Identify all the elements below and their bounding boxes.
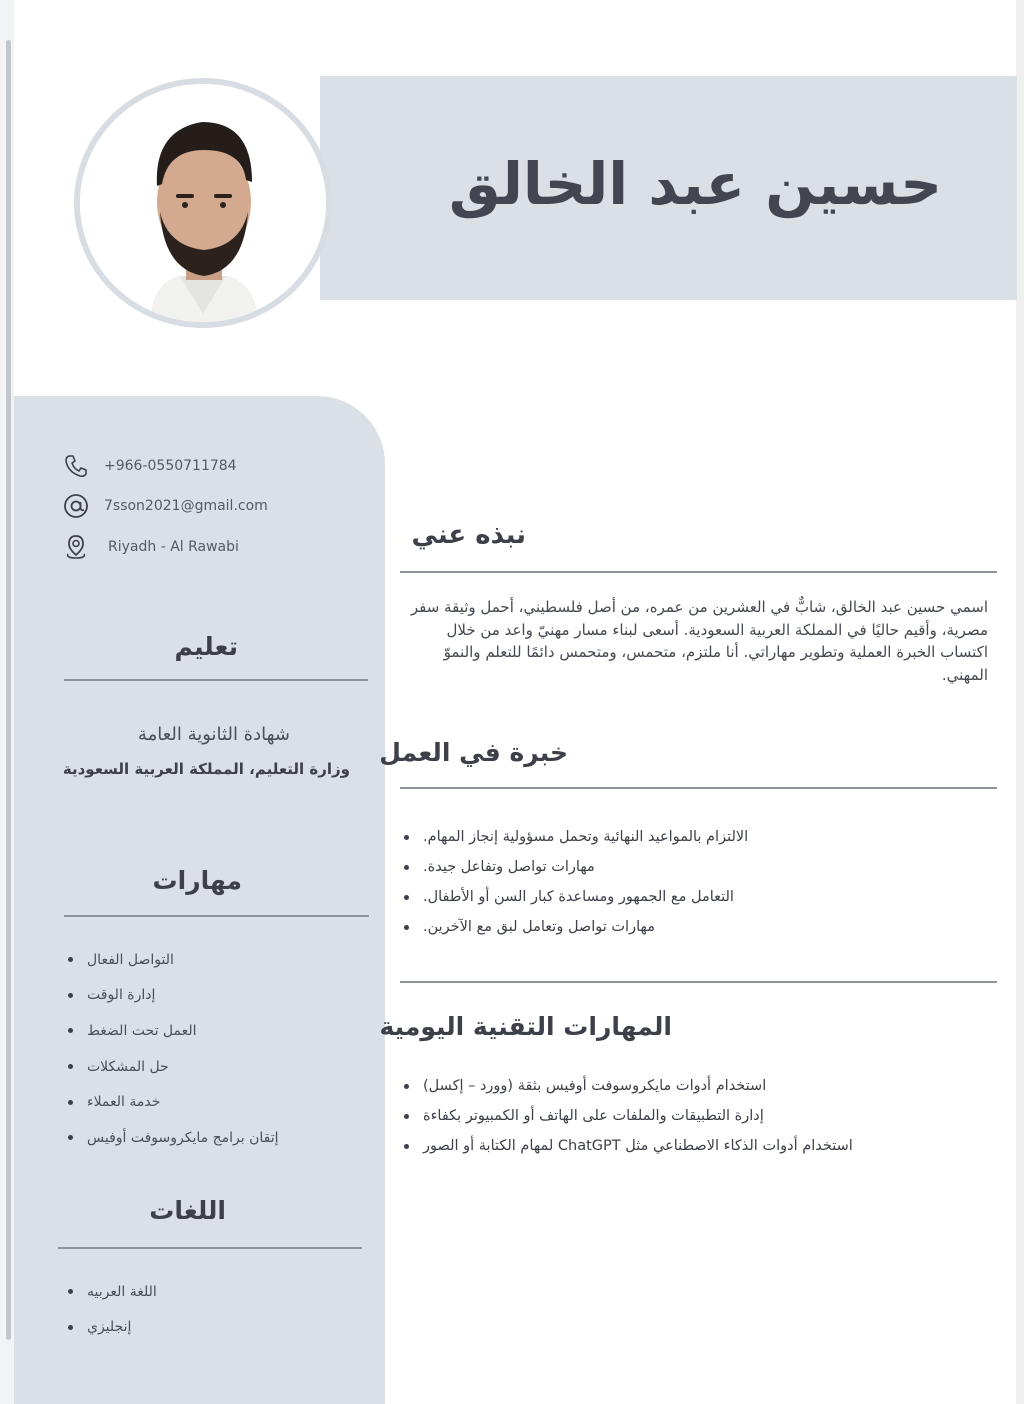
education-title: تعليم [174, 632, 238, 661]
phone-text: +966-0550711784 [104, 458, 237, 474]
skills-list [68, 942, 279, 1156]
list-item: التواصل الفعال [68, 942, 279, 978]
location-text: Riyadh - Al Rawabi [108, 539, 239, 555]
list-item: استخدام أدوات مايكروسوفت أوفيس بثقة (وورد – إكسل) [404, 1071, 853, 1101]
scrollbar-thumb[interactable] [6, 40, 11, 1340]
list-item: خدمة العملاء [68, 1084, 279, 1120]
tech-skills-title: المهارات التقنية اليومية [379, 1012, 672, 1041]
list-item: إتقان برامج مايكروسوفت أوفيس [68, 1120, 279, 1156]
languages-list [68, 1274, 157, 1345]
list-item: التعامل مع الجمهور ومساعدة كبار السن أو الأطفال. [404, 882, 748, 912]
page-right-edge [1016, 0, 1024, 1404]
list-item: إدارة التطبيقات والملفات على الهاتف أو الكمبيوتر بكفاءة [404, 1101, 853, 1131]
profile-avatar-icon [80, 84, 326, 322]
contact-location [62, 534, 239, 560]
experience-title: خبرة في العمل [379, 738, 568, 767]
list-item: إدارة الوقت [68, 978, 279, 1014]
list-item: مهارات تواصل وتعامل لبق مع الآخرين. [404, 912, 748, 942]
experience-list [404, 822, 748, 942]
about-divider [400, 571, 997, 573]
at-sign-icon [62, 492, 90, 520]
education-certificate: شهادة الثانوية العامة [137, 724, 290, 745]
list-item: حل المشكلات [68, 1049, 279, 1085]
experience-end-divider [400, 981, 997, 983]
languages-divider [58, 1247, 362, 1249]
list-item: استخدام أدوات الذكاء الاصطناعي مثل ChatGPT لمهام الكتابة أو الصور [404, 1131, 853, 1161]
list-item: اللغة العربيه [68, 1274, 157, 1310]
education-divider [64, 679, 368, 681]
tech-skills-list [404, 1071, 853, 1161]
skills-divider [64, 915, 369, 917]
list-item: الالتزام بالمواعيد النهائية وتحمل مسؤولية إنجاز المهام. [404, 822, 748, 852]
education-institution: وزارة التعليم، المملكة العربية السعودية [62, 760, 350, 778]
skills-title: مهارات [152, 866, 242, 895]
list-item: العمل تحت الضغط [68, 1013, 279, 1049]
list-item: مهارات تواصل وتفاعل جيدة. [404, 852, 748, 882]
list-item: إنجليزي [68, 1310, 157, 1346]
about-title: نبذه عني [411, 520, 526, 550]
about-text: اسمي حسين عبد الخالق، شابٌّ في العشرين من عمره، من أصل فلسطيني، أحمل وثيقة سفر مصرية، وأقيم حاليًا في المملكة العربية السعودية. أسعى لبناء مسار مهنيّ واعد من خلال اكتساب الخبرة العملية وتطوير مهاراتي. أنا ملتزم، متحمس، ومتحمس دائمًا للتعلم والنموّ المهني. [410, 598, 988, 684]
contact-email[interactable] [62, 493, 268, 519]
experience-divider [400, 787, 997, 789]
languages-title: اللغات [149, 1196, 226, 1225]
phone-icon [62, 452, 90, 480]
profile-photo [74, 78, 332, 328]
location-pin-icon [62, 533, 90, 561]
resume-name: حسين عبد الخالق [448, 150, 942, 218]
email-text: 7sson2021@gmail.com [104, 498, 268, 514]
contact-phone[interactable] [62, 453, 237, 479]
